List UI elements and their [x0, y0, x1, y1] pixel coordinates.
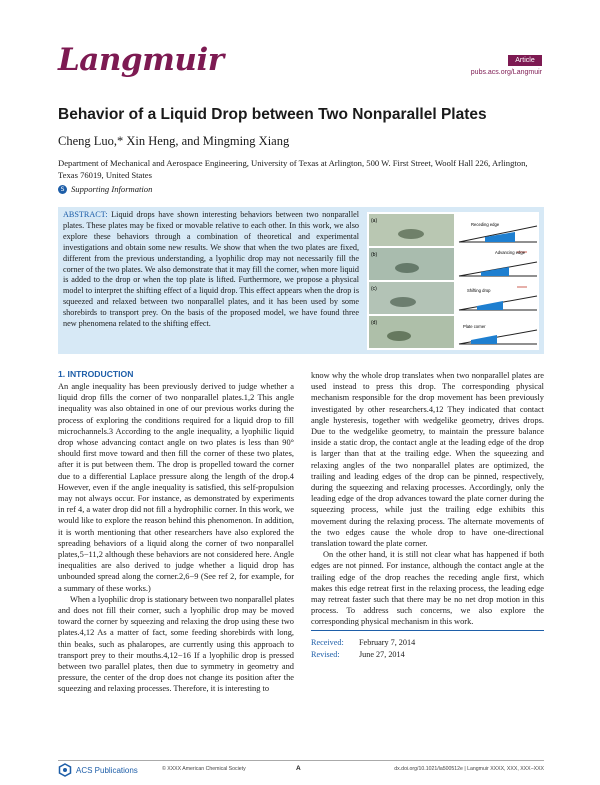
abstract-body: Liquid drops have shown interesting behaviors between two nonparallel plates. These plates may be fixed or movable relative to each other. In this work, we also explore these behaviors through a combination of theoretical and experimental investigations and obtain some new results. We show that when the two plates are fixed, different from the previous understanding, a lyophilic drop may not necessarily fill the corner of the two plates. We also demonstrate that it may fill the corner, when more liquid is added to the drop or when the top plate is lifted. Furthermore, we propose a physical model to interpret the shifting effect of a liquid drop. This effect appears when the drop is squeezed and relaxed between two nonparallel plates, and it has been used by some shorebirds to transport prey. On the basis of the proposed model, we have found three new phenomena related to the shifting effect.	[63, 210, 360, 329]
supporting-info-label: Supporting Information	[71, 184, 153, 194]
footer-divider	[58, 760, 544, 761]
article-dates	[311, 637, 415, 661]
body-column-right	[311, 370, 544, 628]
toc-annotation-shifting: Shifting drop	[467, 288, 491, 293]
panel-label-b: (b)	[371, 252, 378, 258]
revised-label: Revised:	[311, 650, 340, 659]
photo-drop-d	[387, 331, 411, 341]
supporting-info-icon: S	[58, 185, 67, 194]
body-paragraph: On the other hand, it is still not clear what has happened if both edges are not pinned. For instance, although the contact angle at the trailing edge of the drop reaches the receding angle first, which makes this edge retreat first in the relaxing process, the leading edge may retreat faster such that there may be no net drop motion in this process. To address such concerns, we also explore the corresponding physical mechanism in this work.	[311, 550, 544, 627]
acs-publications-logo[interactable]	[58, 763, 138, 777]
photo-drop-b	[395, 263, 419, 273]
photo-drop-a	[398, 229, 424, 239]
doi-link[interactable]: dx.doi.org/10.1021/la500512e | Langmuir XXXX, XXX, XXX−XXX	[394, 766, 544, 772]
plate-top-d	[459, 330, 537, 344]
schematic-drop-d	[471, 335, 497, 344]
publisher-name: ACS Publications	[76, 765, 138, 775]
dates-divider	[311, 630, 544, 631]
page-number: A	[296, 765, 301, 772]
revised-date: June 27, 2014	[359, 650, 405, 659]
photo-panel-c	[369, 282, 454, 314]
panel-label-a: (a)	[371, 218, 378, 224]
toc-graphic	[367, 212, 539, 350]
photo-panel-d	[369, 316, 454, 348]
body-paragraph: know why the whole drop translates when two nonparallel plates are used instead to press this drop. The corresponding physical mechanism responsible for the drop movement has been previously investigated by other researchers.4,12 They indicated that contact angle hysteresis, together with wedgelike geometry, drives drops. Due to the wedgelike geometry, to maintain the pressure balance inside a static drop, the contact angle at the leading edge of the drop is larger than that at the trailing edge. When the squeezing and relaxing angles of the two nonparallel plates are optimized, the trailing and leading edges of the drop can be pinned, respectively, during the squeezing and relaxing processes. Accordingly, only the leading edge of the drop advances toward the plate corner during the squeezing process, while just the trailing edge exhibits this movement during the relaxing process. The alternate movements of the two edges cause the whole drop to have one-directional translation toward the plate corner.	[311, 371, 544, 549]
toc-annotation-corner: Plate corner	[463, 324, 486, 329]
received-date: February 7, 2014	[359, 638, 416, 647]
author-list: Cheng Luo,* Xin Heng, and Mingming Xiang	[58, 134, 290, 148]
acs-hexagon-icon	[58, 763, 72, 777]
toc-annotation-advancing: Advancing edge	[495, 250, 526, 255]
toc-figure-svg	[367, 212, 539, 350]
supporting-info-link[interactable]	[58, 184, 152, 194]
schematic-drop-b	[481, 267, 509, 276]
body-paragraph: An angle inequality has been previously derived to judge whether a liquid drop fills the corner of two nonparallel plates.1,2 This angle inequality was also obtained in one of our previous works during the process of exploring the conditions required for a liquid drop to fill microchannels.3 According to the angle inequality, a lyophilic liquid drop whose advancing contact angle on two plates is less than 90° should first move toward and then fill the corner of these two plates, after it is put between them. The drop is propelled toward the corner due to a differential Laplace pressure along the length of the drop.4 However, even if the angle inequality is satisfied, this self-propulsion may not always occur. For instance, as demonstrated by experiments in ref 4, a water drop did not fill a hydrophilic corner. In this work, we would like to explore the reason behind this phenomenon. In addition, it is worth mentioning that other researchers have also explored the spreading behaviors of a liquid along the corner of two nonparallel plates,5−11,2 although these behaviors are not considered here. Angle inequalities are also derived to judge whether a liquid drop has unbounded spread along the corner.2,6−9 (See ref 2, for example, for a summary of these works.)	[58, 382, 294, 593]
affiliation: Department of Mechanical and Aerospace Engineering, University of Texas at Arlington, 500 W. First Street, Woolf Hall 226, Arlington, Texas 76019, United States	[58, 158, 528, 180]
toc-annotation-receding: Receding edge	[471, 222, 500, 227]
journal-url-link[interactable]: pubs.acs.org/Langmuir	[470, 69, 542, 76]
article-title: Behavior of a Liquid Drop between Two Nonparallel Plates	[58, 106, 487, 123]
panel-label-c: (c)	[371, 286, 377, 292]
abstract-text	[63, 210, 359, 330]
journal-logo: Langmuir	[58, 42, 224, 78]
article-type-badge: Article	[508, 55, 542, 66]
section-heading-introduction: 1. INTRODUCTION	[58, 369, 134, 379]
body-paragraph: When a lyophilic drop is stationary between two nonparallel plates and does not fill their corner, such a lyophilic drop may be moved toward the corner by squeezing and relaxing the drop using these two plates.4,12 As a matter of fact, some feeding shorebirds with long, thin beaks, such as phalaropes, are currently using this approach to transport prey to their mouths.4,12−16 If a lyophilic drop is pressed between two parallel plates, then due to symmetry in geometry and pressure, the center of the drop does not change its position after the squeezing and relaxing processes. Therefore, it is interesting to	[58, 594, 294, 694]
body-column-left	[58, 381, 294, 695]
received-label: Received:	[311, 638, 344, 647]
abstract-label: ABSTRACT:	[63, 210, 108, 219]
copyright-notice: © XXXX American Chemical Society	[162, 766, 246, 772]
photo-drop-c	[390, 297, 416, 307]
schematic-drop-c	[477, 301, 503, 310]
panel-label-d: (d)	[371, 320, 378, 326]
